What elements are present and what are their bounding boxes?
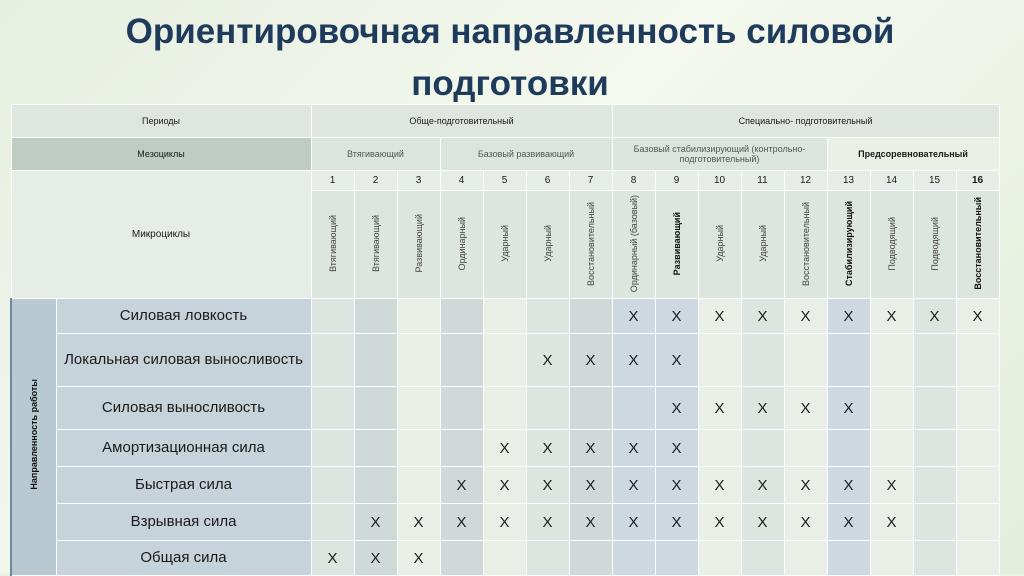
microcycle-name-cell: [397, 191, 440, 299]
microcycle-name-cell: [354, 191, 397, 299]
mark-cell: [483, 541, 526, 576]
microcycle-name: Развивающий: [413, 214, 424, 273]
mark-cell: X: [784, 467, 827, 504]
work-direction-row: [11, 504, 999, 541]
mark-cell: [526, 541, 569, 576]
microcycle-name: Стабилизирующий: [843, 201, 854, 286]
mark-cell: X: [827, 504, 870, 541]
mark-cell: [741, 541, 784, 576]
mark-cell: X: [612, 430, 655, 467]
mark-cell: [526, 299, 569, 334]
microcycle-number: 1: [311, 171, 354, 191]
microcycle-name-cell: [913, 191, 956, 299]
mark-cell: X: [526, 334, 569, 387]
mark-cell: [913, 430, 956, 467]
microcycle-number: 11: [741, 171, 784, 191]
mark-cell: X: [483, 504, 526, 541]
microcycle-number: 16: [956, 171, 999, 191]
mark-cell: [397, 299, 440, 334]
microcycle-numbers-row: [11, 171, 999, 191]
microcycle-name-cell: [956, 191, 999, 299]
microcycle-name: Развивающий: [671, 211, 682, 276]
microcycle-name: Ударный: [714, 225, 725, 262]
microcycle-number: 6: [526, 171, 569, 191]
mark-cell: [483, 387, 526, 430]
mark-cell: [655, 541, 698, 576]
microcycle-number: 10: [698, 171, 741, 191]
periods-label: Периоды: [11, 105, 311, 138]
microcycle-name-cell: [311, 191, 354, 299]
mark-cell: X: [397, 541, 440, 576]
mark-cell: X: [741, 387, 784, 430]
microcycle-number: 13: [827, 171, 870, 191]
mark-cell: [870, 430, 913, 467]
mark-cell: X: [354, 504, 397, 541]
mark-cell: [311, 387, 354, 430]
mark-cell: [698, 334, 741, 387]
work-direction-row: [11, 387, 999, 430]
mark-cell: X: [483, 467, 526, 504]
mark-cell: X: [526, 430, 569, 467]
microcycle-name: Ударный: [757, 225, 768, 262]
mark-cell: X: [612, 299, 655, 334]
periods-row: [11, 105, 999, 138]
work-direction-row: [11, 541, 999, 576]
microcycles-label: Микроциклы: [11, 171, 311, 299]
microcycle-number: 4: [440, 171, 483, 191]
mark-cell: [913, 541, 956, 576]
mesocycle-header: Втягивающий: [311, 138, 440, 171]
microcycle-name: Втягивающий: [370, 215, 381, 272]
mark-cell: [311, 299, 354, 334]
microcycle-name: Восстановительный: [585, 201, 596, 286]
microcycle-name: Подводящий: [929, 216, 940, 271]
microcycle-number: 15: [913, 171, 956, 191]
mark-cell: X: [913, 299, 956, 334]
microcycle-name-cell: [827, 191, 870, 299]
mark-cell: [913, 504, 956, 541]
mark-cell: [784, 334, 827, 387]
mark-cell: [612, 541, 655, 576]
mark-cell: X: [655, 467, 698, 504]
mark-cell: [569, 387, 612, 430]
mark-cell: X: [784, 387, 827, 430]
microcycle-name-cell: [741, 191, 784, 299]
mark-cell: [397, 334, 440, 387]
mark-cell: X: [569, 334, 612, 387]
mark-cell: X: [870, 467, 913, 504]
mark-cell: [354, 467, 397, 504]
microcycle-name: Подводящий: [886, 216, 897, 271]
mark-cell: X: [311, 541, 354, 576]
microcycle-name-cell: [569, 191, 612, 299]
work-direction-row: [11, 430, 999, 467]
mesocycle-header: Базовый развивающий: [440, 138, 612, 171]
mark-cell: [483, 334, 526, 387]
microcycle-number: 14: [870, 171, 913, 191]
row-label: Силовая выносливость: [56, 387, 311, 430]
mark-cell: X: [655, 299, 698, 334]
mark-cell: [483, 299, 526, 334]
mark-cell: [311, 334, 354, 387]
microcycle-name-cell: [612, 191, 655, 299]
microcycle-name: Восстановительный: [972, 197, 983, 290]
mark-cell: X: [870, 504, 913, 541]
mark-cell: [913, 467, 956, 504]
row-label: Силовая ловкость: [56, 299, 311, 334]
mark-cell: X: [354, 541, 397, 576]
mark-cell: [526, 387, 569, 430]
microcycle-name-cell: [698, 191, 741, 299]
mark-cell: X: [569, 467, 612, 504]
work-direction-row: [11, 299, 999, 334]
mark-cell: [354, 334, 397, 387]
mark-cell: X: [784, 299, 827, 334]
mesocycles-label: Мезоциклы: [11, 138, 311, 171]
period-header: Специально- подготовительный: [612, 105, 999, 138]
microcycle-name-cell: [870, 191, 913, 299]
mark-cell: X: [440, 467, 483, 504]
mark-cell: [440, 541, 483, 576]
mark-cell: [569, 299, 612, 334]
mark-cell: X: [526, 467, 569, 504]
mark-cell: X: [741, 504, 784, 541]
mark-cell: [311, 467, 354, 504]
mark-cell: [827, 541, 870, 576]
mark-cell: X: [870, 299, 913, 334]
mark-cell: [397, 467, 440, 504]
mark-cell: [698, 430, 741, 467]
mark-cell: [956, 334, 999, 387]
mark-cell: [440, 387, 483, 430]
mark-cell: [784, 430, 827, 467]
work-direction-row: [11, 467, 999, 504]
mark-cell: [698, 541, 741, 576]
mark-cell: [870, 541, 913, 576]
mark-cell: X: [956, 299, 999, 334]
page-title: Ориентировочная направленность силовой подготовки: [125, 12, 895, 103]
microcycle-number: 8: [612, 171, 655, 191]
row-label: Взрывная сила: [56, 504, 311, 541]
microcycle-number: 7: [569, 171, 612, 191]
mark-cell: [827, 334, 870, 387]
mark-cell: [913, 387, 956, 430]
microcycle-name: Ординарный: [456, 216, 467, 271]
work-direction-side-label: [11, 299, 56, 576]
mark-cell: X: [698, 299, 741, 334]
microcycle-name: Восстановительный: [800, 201, 811, 286]
mark-cell: [440, 334, 483, 387]
mark-cell: X: [698, 467, 741, 504]
mark-cell: [440, 299, 483, 334]
mark-cell: [440, 430, 483, 467]
mark-cell: [354, 299, 397, 334]
microcycle-name-cell: [784, 191, 827, 299]
mark-cell: [870, 334, 913, 387]
mark-cell: X: [397, 504, 440, 541]
mark-cell: [956, 504, 999, 541]
mark-cell: [569, 541, 612, 576]
mark-cell: X: [698, 504, 741, 541]
period-header: Обще-подготовительный: [311, 105, 612, 138]
mark-cell: [612, 387, 655, 430]
mark-cell: X: [827, 467, 870, 504]
mesocycle-header: Базовый стабилизирующий (контрольно-подготовительный): [612, 138, 827, 171]
mark-cell: X: [655, 334, 698, 387]
mark-cell: X: [655, 504, 698, 541]
mark-cell: X: [741, 467, 784, 504]
mark-cell: X: [612, 334, 655, 387]
mesocycles-row: [11, 138, 999, 171]
mark-cell: [741, 430, 784, 467]
mark-cell: X: [784, 504, 827, 541]
mark-cell: X: [483, 430, 526, 467]
mark-cell: [311, 430, 354, 467]
mark-cell: X: [655, 430, 698, 467]
mark-cell: X: [655, 387, 698, 430]
microcycle-number: 2: [354, 171, 397, 191]
mark-cell: [354, 387, 397, 430]
row-label: Быстрая сила: [56, 467, 311, 504]
mark-cell: X: [741, 299, 784, 334]
mark-cell: [956, 541, 999, 576]
microcycle-name-cell: [526, 191, 569, 299]
microcycle-name: Ординарный (базовый): [628, 194, 639, 293]
microcycle-number: 5: [483, 171, 526, 191]
mark-cell: X: [612, 467, 655, 504]
mark-cell: [397, 387, 440, 430]
mark-cell: X: [827, 299, 870, 334]
work-direction-row: [11, 334, 999, 387]
training-plan-table: [10, 104, 1000, 576]
row-label: Локальная силовая выносливость: [56, 334, 311, 387]
mark-cell: [354, 430, 397, 467]
mark-cell: [870, 387, 913, 430]
microcycle-name-cell: [440, 191, 483, 299]
mark-cell: [956, 430, 999, 467]
mark-cell: X: [569, 430, 612, 467]
mark-cell: X: [569, 504, 612, 541]
microcycle-name: Ударный: [542, 225, 553, 262]
mark-cell: [827, 430, 870, 467]
microcycle-number: 12: [784, 171, 827, 191]
mark-cell: [956, 467, 999, 504]
microcycle-name-cell: [483, 191, 526, 299]
microcycle-name: Втягивающий: [327, 215, 338, 272]
microcycle-name-cell: [655, 191, 698, 299]
mark-cell: [784, 541, 827, 576]
mark-cell: X: [698, 387, 741, 430]
microcycle-name: Ударный: [499, 225, 510, 262]
mesocycle-header: Предсоревновательный: [827, 138, 999, 171]
mark-cell: [311, 504, 354, 541]
side-label-text: Направленность работы: [28, 379, 39, 490]
microcycle-number: 3: [397, 171, 440, 191]
mark-cell: [956, 387, 999, 430]
mark-cell: [397, 430, 440, 467]
row-label: Амортизационная сила: [56, 430, 311, 467]
mark-cell: X: [827, 387, 870, 430]
microcycle-number: 9: [655, 171, 698, 191]
mark-cell: X: [440, 504, 483, 541]
row-label: Общая сила: [56, 541, 311, 576]
mark-cell: [741, 334, 784, 387]
mark-cell: X: [526, 504, 569, 541]
mark-cell: X: [612, 504, 655, 541]
mark-cell: [913, 334, 956, 387]
